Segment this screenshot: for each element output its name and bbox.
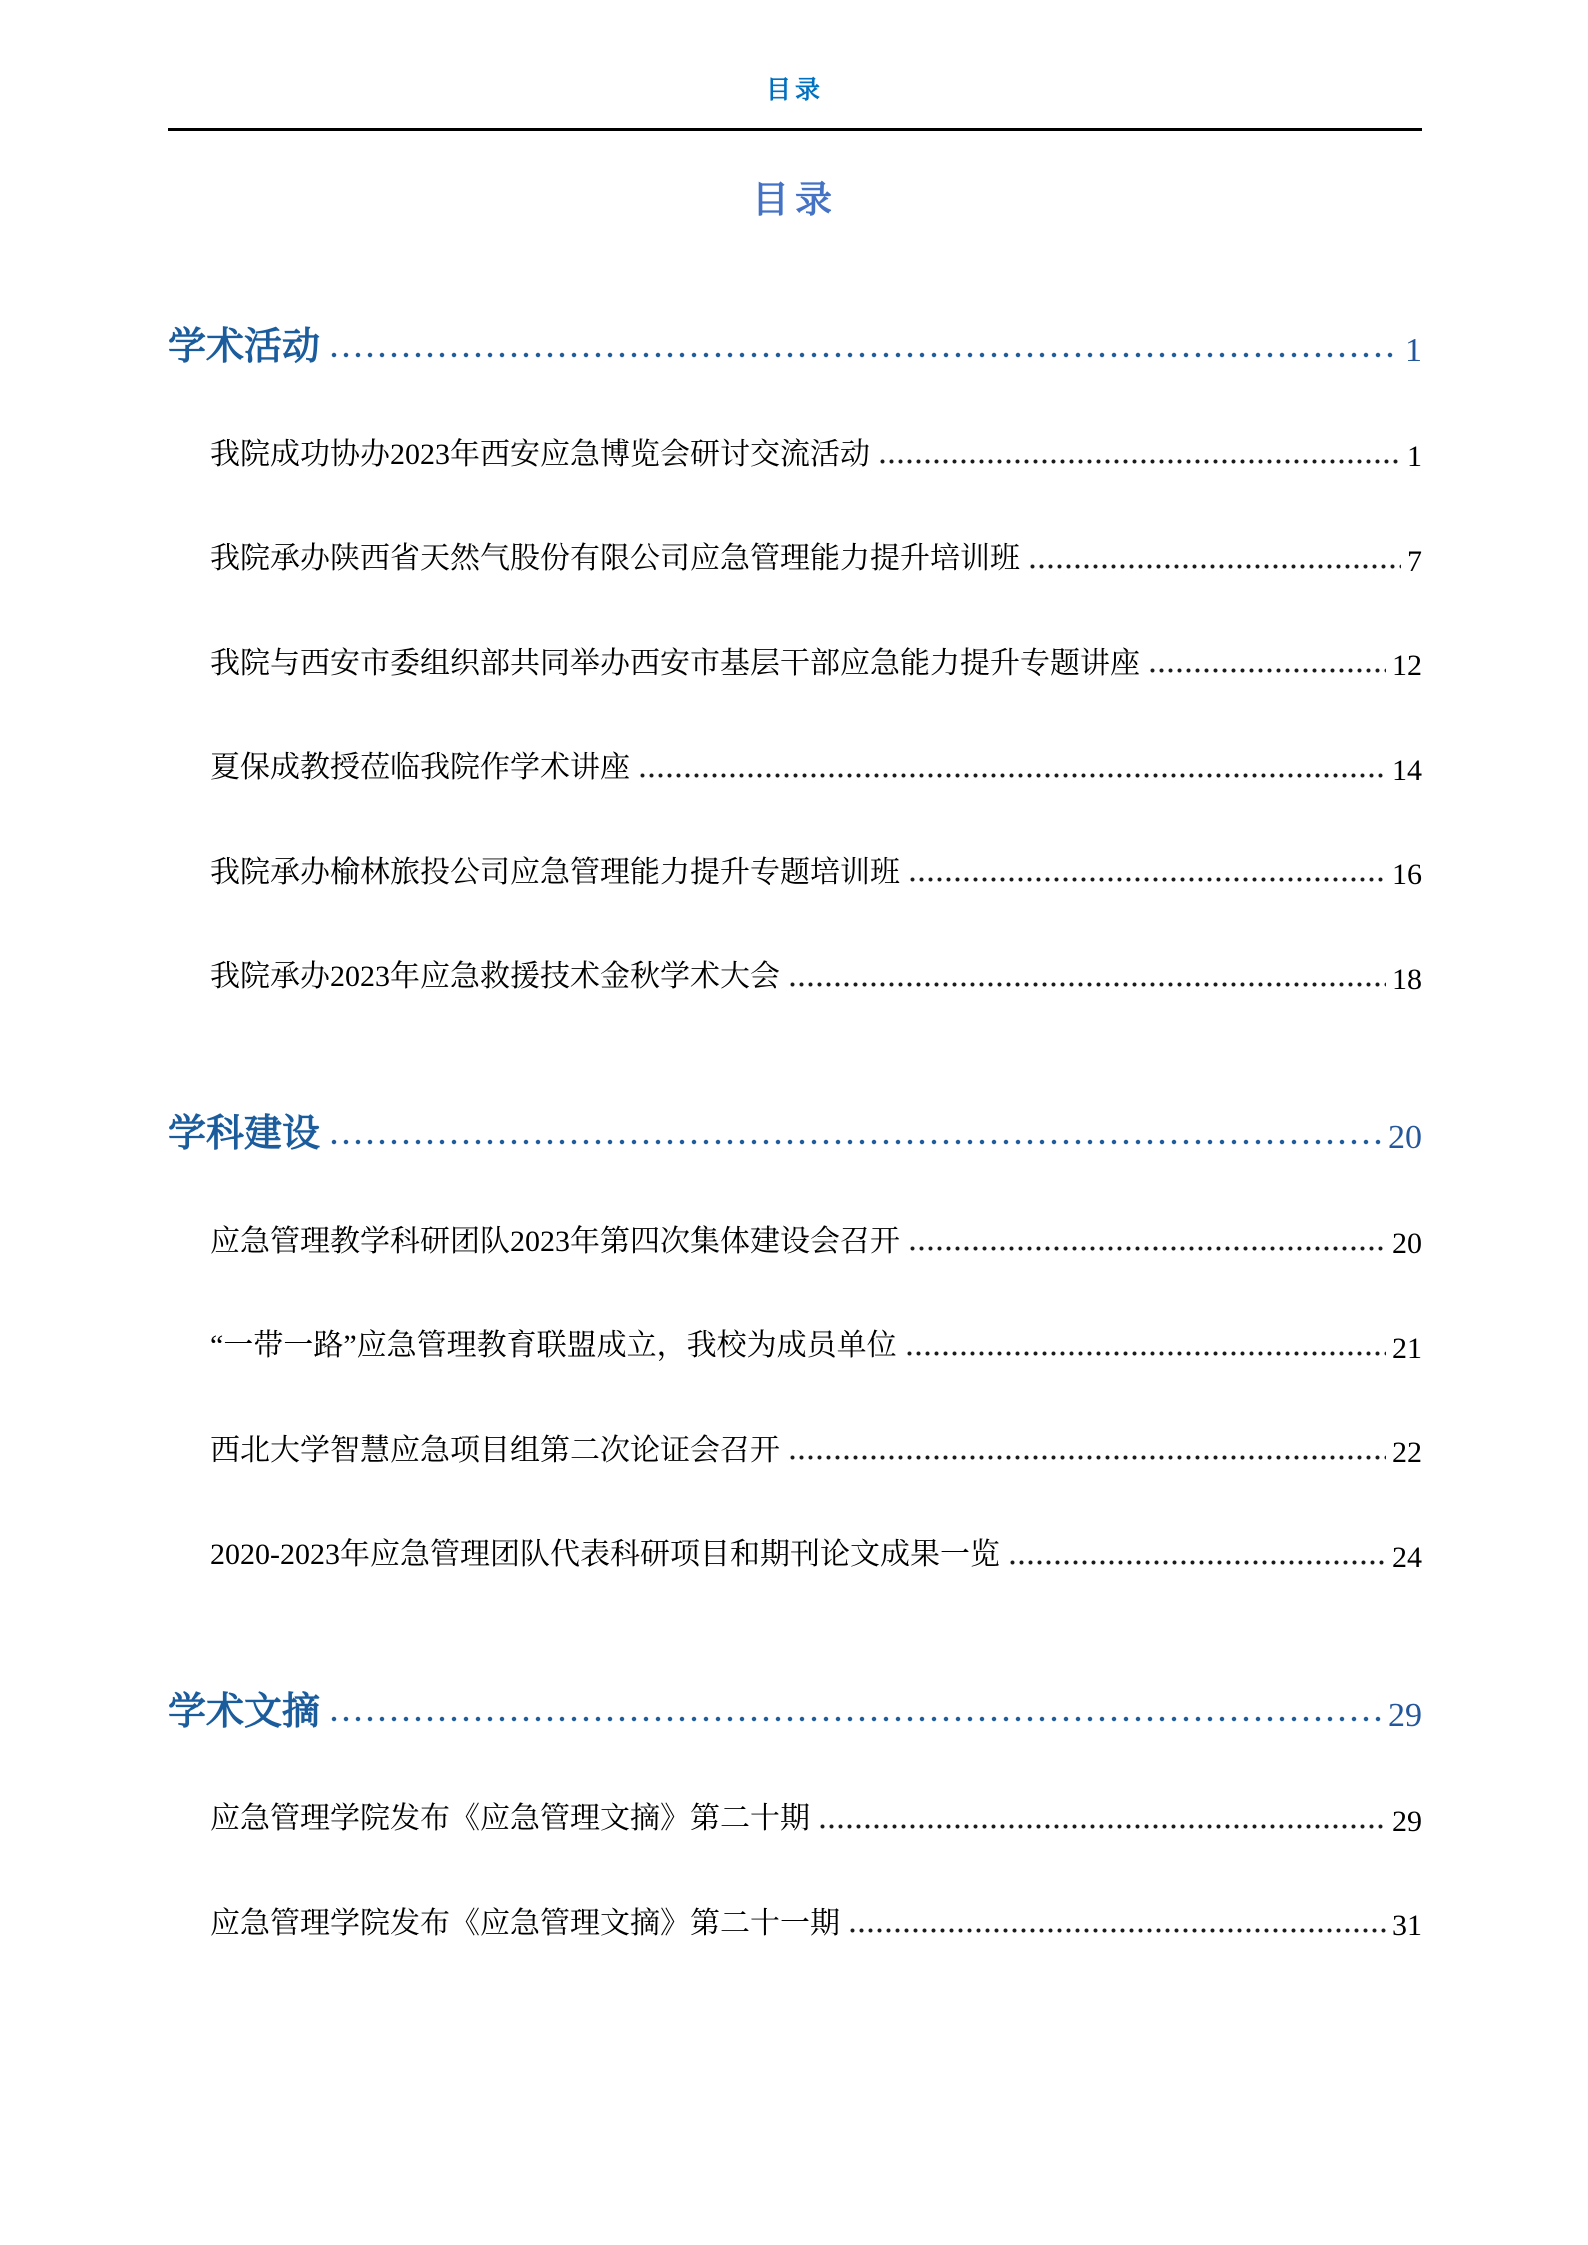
dot-leader	[1008, 1557, 1386, 1567]
toc-entry-title: 西北大学智慧应急项目组第二次论证会召开	[210, 1433, 780, 1467]
dot-leader	[1148, 665, 1386, 675]
toc-section-page: 29	[1388, 1696, 1422, 1734]
toc-entry-title: 我院承办陕西省天然气股份有限公司应急管理能力提升培训班	[210, 542, 1020, 576]
toc-entry-title: 我院承办榆林旅投公司应急管理能力提升专题培训班	[210, 855, 900, 889]
toc-entry-page: 12	[1392, 649, 1422, 683]
toc-section-label: 学术活动	[168, 326, 321, 368]
toc-entry-title: 夏保成教授莅临我院作学术讲座	[210, 751, 630, 785]
dot-leader	[818, 1821, 1386, 1831]
dot-leader	[878, 456, 1401, 466]
toc-entry[interactable]	[168, 645, 1422, 683]
toc-entry-page: 1	[1407, 440, 1422, 474]
toc-entry-page: 18	[1392, 962, 1422, 996]
page-title: 目录	[752, 179, 838, 220]
dot-leader	[328, 1138, 1382, 1148]
toc-section-label: 学科建设	[168, 1112, 321, 1155]
toc-entry-page: 14	[1392, 753, 1422, 787]
toc-entry-page: 20	[1392, 1227, 1422, 1261]
dot-leader	[908, 1243, 1386, 1253]
toc-entry-title: 我院与西安市委组织部共同举办西安市基层干部应急能力提升专题讲座	[210, 646, 1140, 680]
toc-entry-title: 我院成功协办2023年西安应急博览会研讨交流活动	[210, 437, 870, 471]
toc-entry-title: 应急管理学院发布《应急管理文摘》第二十一期	[210, 1906, 840, 1940]
toc-entry-page: 21	[1392, 1331, 1422, 1365]
toc-entry[interactable]	[168, 1536, 1422, 1574]
toc-section-page: 20	[1388, 1118, 1422, 1156]
toc-entry-page: 16	[1392, 858, 1422, 892]
toc-entry[interactable]	[168, 436, 1422, 474]
dot-leader	[908, 874, 1386, 884]
toc-entry-title: 应急管理学院发布《应急管理文摘》第二十期	[210, 1802, 810, 1836]
dot-leader	[788, 979, 1386, 989]
toc-entry[interactable]	[168, 1800, 1422, 1838]
toc-entry[interactable]	[168, 1223, 1422, 1261]
dot-leader	[638, 770, 1386, 780]
dot-leader	[848, 1925, 1386, 1935]
toc-entry[interactable]	[168, 854, 1422, 892]
toc-entry-title: 应急管理教学科研团队2023年第四次集体建设会召开	[210, 1224, 900, 1258]
dot-leader	[328, 351, 1399, 361]
toc-entry-title: 2020-2023年应急管理团队代表科研项目和期刊论文成果一览	[210, 1538, 1000, 1572]
toc-entry-page: 24	[1392, 1540, 1422, 1574]
running-header-title: 目录	[765, 76, 824, 104]
toc-entry-page: 22	[1392, 1436, 1422, 1470]
toc-entry-title: 我院承办2023年应急救援技术金秋学术大会	[210, 960, 780, 994]
dot-leader	[905, 1348, 1386, 1358]
toc-entry[interactable]	[168, 1432, 1422, 1470]
toc-entry-page: 29	[1392, 1804, 1422, 1838]
toc-section-page: 1	[1405, 332, 1422, 370]
toc-section-xueshu-huodong[interactable]	[168, 327, 1422, 369]
toc-section-xueke-jianshe[interactable]	[168, 1114, 1422, 1156]
header-rule	[168, 128, 1422, 131]
dot-leader	[788, 1452, 1386, 1462]
toc-entry[interactable]	[168, 749, 1422, 787]
toc-entry[interactable]	[168, 540, 1422, 578]
toc-entry[interactable]	[168, 1905, 1422, 1943]
toc-entry[interactable]	[168, 1327, 1422, 1365]
toc-section-label: 学术文摘	[168, 1690, 321, 1733]
toc-entry[interactable]	[168, 958, 1422, 996]
toc-section-xueshu-wenzhai[interactable]	[168, 1692, 1422, 1734]
toc-entry-page: 31	[1392, 1909, 1422, 1943]
dot-leader	[328, 1715, 1382, 1725]
toc-entry-page: 7	[1407, 544, 1422, 578]
toc-entry-title: “一带一路”应急管理教育联盟成立，我校为成员单位	[210, 1329, 897, 1363]
dot-leader	[1028, 561, 1401, 571]
